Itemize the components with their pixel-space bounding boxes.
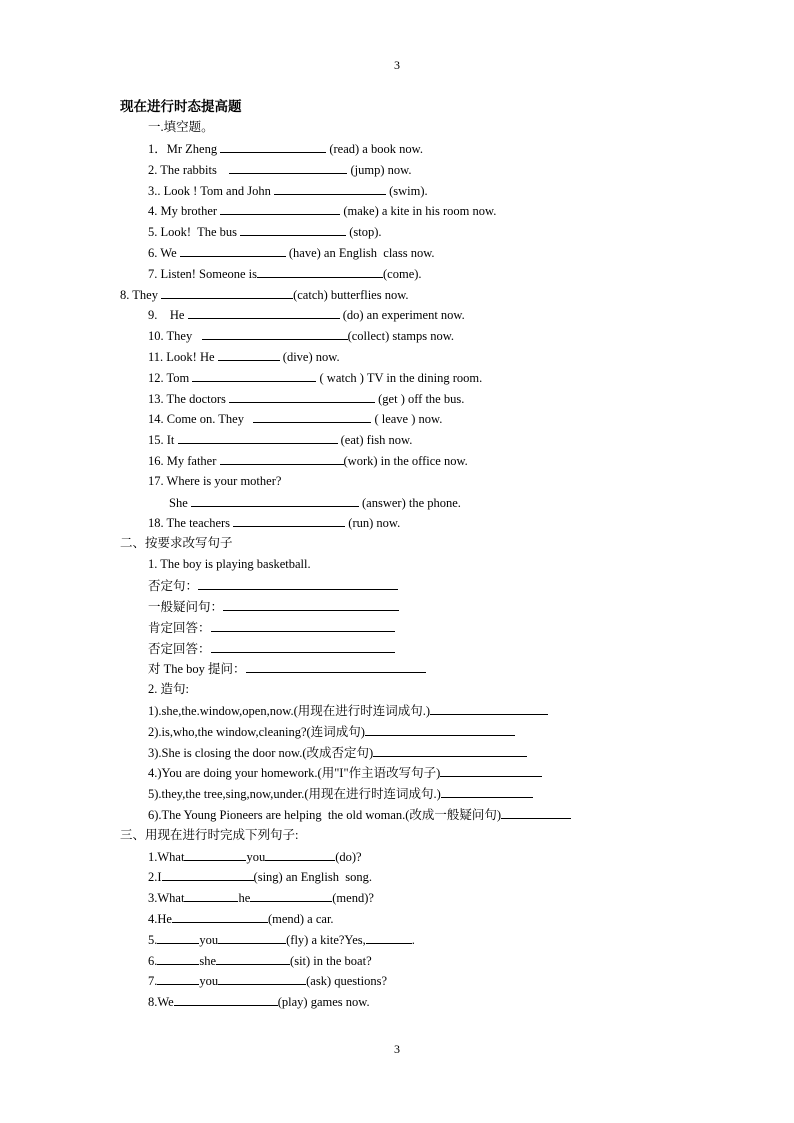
list-item: 5. Look! The bus (stop).	[148, 225, 382, 239]
list-item: 2.I (sing) an English song.	[148, 870, 372, 884]
list-item: 肯定回答：	[148, 619, 395, 636]
list-item: 3.. Look ! Tom and John (swim).	[148, 184, 428, 198]
list-item: 11. Look! He (dive) now.	[148, 350, 340, 364]
answer-blank[interactable]	[162, 868, 254, 881]
section1-heading: 一.填空题。	[148, 120, 214, 134]
answer-blank[interactable]	[257, 265, 383, 278]
answer-blank[interactable]	[246, 660, 426, 673]
answer-blank[interactable]	[220, 202, 340, 215]
answer-blank[interactable]	[178, 431, 338, 444]
list-item: 3.What he (mend)?	[148, 891, 374, 905]
answer-blank[interactable]	[161, 286, 293, 299]
list-item: 1.What you (do)?	[148, 850, 362, 864]
answer-blank[interactable]	[192, 369, 316, 382]
list-item: 否定回答：	[148, 640, 395, 657]
list-item: 10. They (collect) stamps now.	[148, 329, 455, 343]
list-item: 1).she,the.window,open,now.(用现在进行时连词成句.)	[148, 702, 548, 719]
answer-blank[interactable]	[441, 785, 533, 798]
list-item: 7. you (ask) questions?	[148, 974, 388, 988]
list-item: 否定句：	[148, 577, 398, 594]
answer-blank[interactable]	[250, 889, 332, 902]
section2-subheading: 2. 造句:	[148, 682, 189, 696]
answer-blank[interactable]	[211, 619, 395, 632]
answer-blank[interactable]	[365, 723, 515, 736]
list-item: 4.He (mend) a car.	[148, 912, 334, 926]
list-item: 6. she (sit) in the boat?	[148, 954, 372, 968]
answer-blank[interactable]	[218, 931, 286, 944]
list-item: 2. The rabbits (jump) now.	[148, 163, 412, 177]
list-item: 一般疑问句：	[148, 598, 399, 615]
answer-blank[interactable]	[233, 514, 345, 527]
page-number-bottom: 3	[394, 1042, 400, 1056]
answer-blank[interactable]	[220, 452, 344, 465]
list-item: 9. He (do) an experiment now.	[148, 308, 465, 322]
answer-blank[interactable]	[440, 764, 542, 777]
answer-blank[interactable]	[191, 494, 359, 507]
answer-blank[interactable]	[184, 848, 246, 861]
page-number-top: 3	[394, 58, 400, 72]
answer-blank[interactable]	[501, 806, 571, 819]
list-item: 16. My father (work) in the office now.	[148, 454, 468, 468]
answer-blank[interactable]	[265, 848, 335, 861]
list-item: 6. We (have) an English class now.	[148, 246, 435, 260]
answer-blank[interactable]	[253, 410, 371, 423]
answer-blank[interactable]	[218, 972, 306, 985]
answer-blank[interactable]	[157, 931, 199, 944]
list-item: 对 The boy 提问：	[148, 660, 426, 677]
answer-blank[interactable]	[229, 390, 375, 403]
list-item: 13. The doctors (get ) off the bus.	[148, 392, 465, 406]
answer-blank[interactable]	[172, 910, 268, 923]
answer-blank[interactable]	[373, 744, 527, 757]
answer-blank[interactable]	[198, 577, 398, 590]
page-title: 现在进行时态提高题	[120, 99, 242, 114]
list-item: 6).The Young Pioneers are helping the old woman.(改成一般疑问句)	[148, 806, 571, 823]
section2-heading: 二、按要求改写句子	[120, 536, 233, 550]
answer-blank[interactable]	[430, 702, 548, 715]
section3-heading: 三、用现在进行时完成下列句子:	[120, 828, 299, 842]
list-item: 2).is,who,the window,cleaning?(连词成句)	[148, 723, 515, 740]
answer-blank[interactable]	[216, 952, 290, 965]
list-item: 18. The teachers (run) now.	[148, 516, 401, 530]
answer-blank[interactable]	[240, 223, 346, 236]
list-item: 15. It (eat) fish now.	[148, 433, 413, 447]
answer-blank[interactable]	[223, 598, 399, 611]
list-item: She (answer) the phone.	[169, 496, 461, 510]
answer-blank[interactable]	[220, 140, 326, 153]
answer-blank[interactable]	[218, 348, 280, 361]
answer-blank[interactable]	[211, 640, 395, 653]
answer-blank[interactable]	[274, 182, 386, 195]
list-item: 5).they,the tree,sing,now,under.(用现在进行时连词成句.)	[148, 785, 533, 802]
list-item: 4.)You are doing your homework.(用"I"作主语改写句子)	[148, 764, 542, 781]
list-item: 12. Tom ( watch ) TV in the dining room.	[148, 371, 483, 385]
section2-sentence: 1. The boy is playing basketball.	[148, 557, 311, 571]
answer-blank[interactable]	[188, 306, 340, 319]
list-item: 14. Come on. They ( leave ) now.	[148, 412, 443, 426]
answer-blank[interactable]	[184, 889, 238, 902]
answer-blank[interactable]	[180, 244, 286, 257]
answer-blank[interactable]	[157, 952, 199, 965]
list-item: 8. They (catch) butterflies now.	[120, 288, 409, 302]
list-item: 3).She is closing the door now.(改成否定句)	[148, 744, 527, 761]
answer-blank[interactable]	[174, 993, 278, 1006]
list-item: 7. Listen! Someone is (come).	[148, 267, 422, 281]
answer-blank[interactable]	[229, 161, 347, 174]
list-item: 8.We (play) games now.	[148, 995, 370, 1009]
answer-blank[interactable]	[202, 327, 348, 340]
list-item: 17. Where is your mother?	[148, 474, 282, 488]
list-item: 4. My brother (make) a kite in his room now.	[148, 204, 497, 218]
list-item: 1．Mr Zheng (read) a book now.	[148, 142, 423, 156]
answer-blank[interactable]	[366, 931, 412, 944]
answer-blank[interactable]	[157, 972, 199, 985]
list-item: 5. you (fly) a kite?Yes, .	[148, 933, 415, 947]
